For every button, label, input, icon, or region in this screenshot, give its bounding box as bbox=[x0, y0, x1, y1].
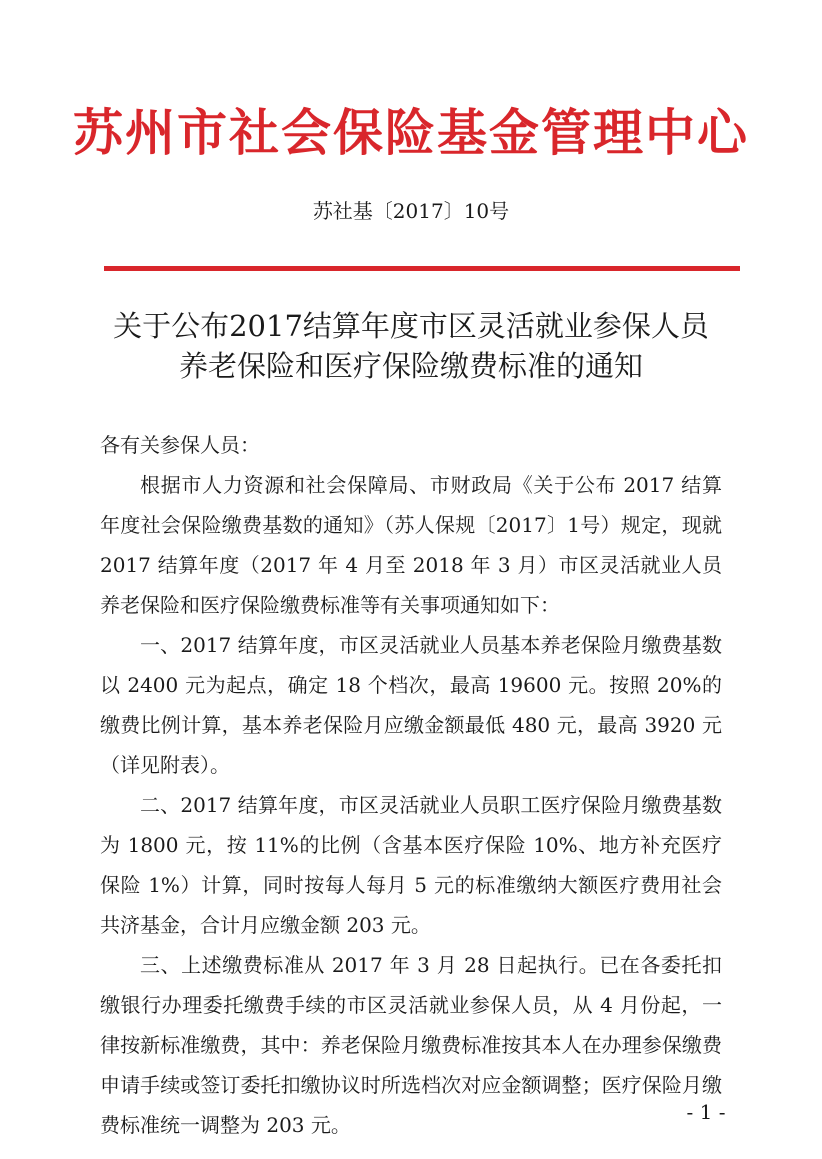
issuing-organization-header: 苏州市社会保险基金管理中心 bbox=[73, 103, 749, 162]
paragraph-medical: 二、2017 结算年度，市区灵活就业人员职工医疗保险月缴费基数为 1800 元，按 11%的比例（含基本医疗保险 10%、地方补充医疗保险 1%）计算，同时按每人每月 5 元的标准缴纳大额医疗费用社会共济基金，合计月应缴金额 203 元。 bbox=[100, 793, 722, 937]
paragraph-intro: 根据市人力资源和社会保障局、市财政局《关于公布 2017 结算年度社会保险缴费基数的通知》（苏人保规〔2017〕1号）规定，现就 2017 结算年度（2017 年 4 月至 2018 年 3 月）市区灵活就业人员养老保险和医疗保险缴费标准等有关事项通知如下： bbox=[100, 473, 722, 617]
document-title bbox=[60, 306, 762, 386]
paragraph-pension: 一、2017 结算年度，市区灵活就业人员基本养老保险月缴费基数以 2400 元为起点，确定 18 个档次，最高 19600 元。按照 20%的缴费比例计算，基本养老保险月应缴金额最低 480 元，最高 3920 元（详见附表）。 bbox=[100, 633, 722, 777]
document-body bbox=[100, 425, 722, 1145]
document-title-line-2: 养老保险和医疗保险缴费标准的通知 bbox=[178, 349, 643, 383]
red-separator-line bbox=[104, 266, 740, 271]
paragraph-effective-date: 三、上述缴费标准从 2017 年 3 月 28 日起执行。已在各委托扣缴银行办理委托缴费手续的市区灵活就业参保人员，从 4 月份起，一律按新标准缴费，其中：养老保险月缴费标准按其本人在办理参保缴费申请手续或签订委托扣缴协议时所选档次对应金额调整；医疗保险月缴费标准统一调整为 203 元。 bbox=[100, 953, 722, 1137]
document-title-line-1: 关于公布2017结算年度市区灵活就业参保人员 bbox=[113, 309, 709, 343]
page-number: - 1 - bbox=[686, 1100, 726, 1124]
salutation: 各有关参保人员： bbox=[100, 433, 260, 457]
document-number: 苏社基〔2017〕10号 bbox=[312, 199, 510, 223]
